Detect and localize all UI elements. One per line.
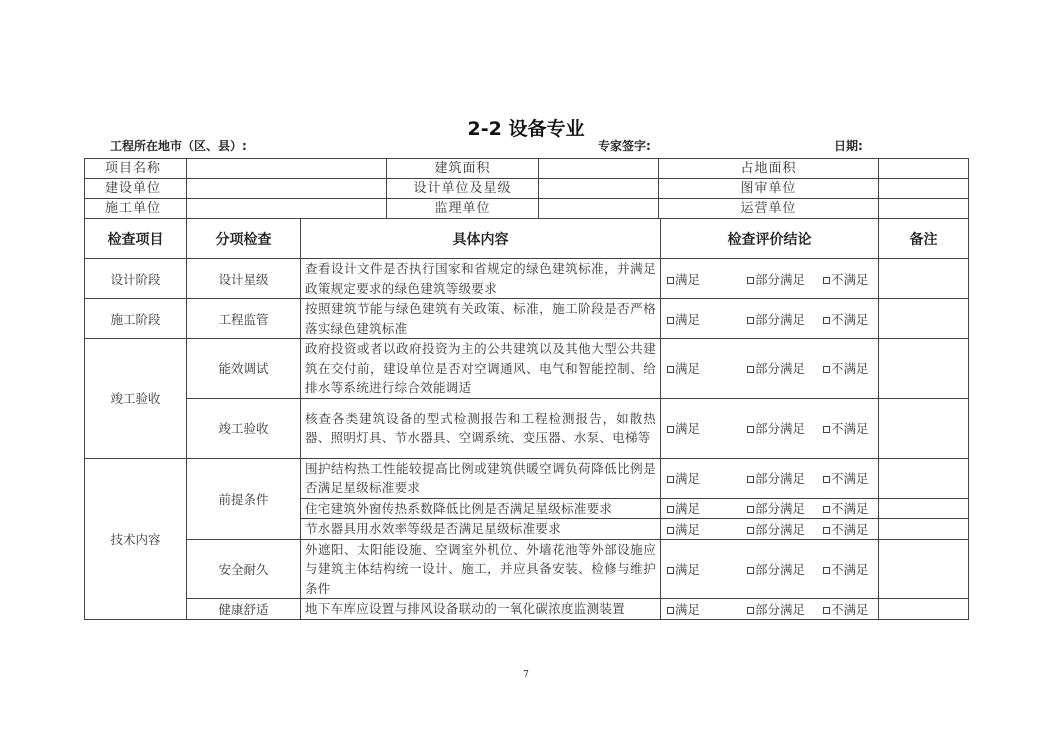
info-label: 建设单位 (85, 179, 187, 199)
checkbox-icon (747, 506, 754, 513)
operation-unit-field[interactable] (879, 199, 969, 219)
subitem-cell: 能效调试 (187, 339, 301, 399)
option-label: 满足 (675, 421, 701, 436)
unsatisfied-checkbox[interactable] (823, 520, 883, 538)
option-label: 部分满足 (755, 311, 806, 327)
satisfied-checkbox[interactable] (667, 419, 747, 437)
table-row (85, 458, 969, 498)
checkbox-icon (667, 277, 674, 284)
satisfied-checkbox[interactable] (667, 270, 747, 288)
location-label: 工程所在地市（区、县）: (110, 139, 247, 153)
checkbox-icon (747, 277, 754, 284)
option-label: 不满足 (831, 561, 869, 577)
remarks-cell[interactable] (879, 458, 969, 498)
remarks-cell[interactable] (879, 599, 969, 620)
option-label: 部分满足 (755, 561, 806, 577)
checkbox-icon (667, 527, 674, 534)
column-header: 检查项目 (85, 219, 187, 259)
table-row (85, 539, 969, 599)
content-cell: 地下车库应设置与排风设备联动的一氧化碳浓度监测装置 (301, 599, 661, 620)
checkbox-icon (667, 426, 674, 433)
info-label: 运营单位 (659, 199, 879, 219)
partial-checkbox[interactable] (747, 419, 823, 437)
subitem-cell: 工程监管 (187, 299, 301, 339)
option-label: 不满足 (831, 601, 869, 617)
construction-unit-field[interactable] (187, 179, 387, 199)
table-row (85, 299, 969, 339)
evaluation-cell (661, 458, 879, 498)
info-label: 监理单位 (387, 199, 539, 219)
info-label: 占地面积 (659, 159, 879, 179)
checkbox-icon (823, 567, 830, 574)
design-unit-field[interactable] (539, 179, 659, 199)
table-row (85, 398, 969, 458)
subitem-cell: 设计星级 (187, 259, 301, 299)
category-cell: 施工阶段 (85, 299, 187, 339)
evaluation-cell (661, 599, 879, 620)
option-label: 部分满足 (755, 501, 806, 517)
supervision-unit-field[interactable] (539, 199, 659, 219)
option-label: 部分满足 (755, 471, 806, 486)
content-cell: 政府投资或者以政府投资为主的公共建筑以及其他大型公共建筑在交付前，建设单位是否对空调通风、电气和智能控制、给排水等系统进行综合效能调适 (301, 339, 661, 399)
table-row (85, 259, 969, 299)
content-cell: 围护结构热工性能较提高比例或建筑供暖空调负荷降低比例是否满足星级标准要求 (301, 458, 661, 498)
checklist-table (84, 218, 969, 620)
checkbox-icon (667, 567, 674, 574)
content-cell: 住宅建筑外窗传热系数降低比例是否满足星级标准要求 (301, 498, 661, 519)
project-info-table (84, 158, 969, 219)
info-label: 施工单位 (85, 199, 187, 219)
unsatisfied-checkbox[interactable] (823, 469, 883, 487)
checkbox-icon (823, 426, 830, 433)
checkbox-icon (747, 476, 754, 483)
option-label: 满足 (675, 271, 701, 287)
option-label: 部分满足 (755, 421, 806, 436)
header-row (85, 219, 969, 259)
review-unit-field[interactable] (879, 179, 969, 199)
partial-checkbox[interactable] (747, 469, 823, 487)
checkbox-icon (667, 317, 674, 324)
option-label: 不满足 (831, 501, 869, 517)
remarks-cell[interactable] (879, 259, 969, 299)
partial-checkbox[interactable] (747, 310, 823, 328)
option-label: 部分满足 (755, 271, 806, 287)
unsatisfied-checkbox[interactable] (823, 359, 883, 377)
unsatisfied-checkbox[interactable] (823, 270, 883, 288)
option-label: 不满足 (831, 471, 869, 486)
remarks-cell[interactable] (879, 299, 969, 339)
subitem-cell: 竣工验收 (187, 398, 301, 458)
option-label: 满足 (675, 471, 701, 486)
checkbox-icon (667, 366, 674, 373)
partial-checkbox[interactable] (747, 359, 823, 377)
option-label: 部分满足 (755, 361, 806, 377)
partial-checkbox[interactable] (747, 270, 823, 288)
column-header: 检查评价结论 (661, 219, 879, 259)
checkbox-icon (667, 607, 674, 614)
partial-checkbox[interactable] (747, 600, 823, 618)
info-label: 建筑面积 (387, 159, 539, 179)
checkbox-icon (823, 506, 830, 513)
option-label: 不满足 (831, 421, 869, 436)
content-cell: 查看设计文件是否执行国家和省规定的绿色建筑标准，并满足政策规定要求的绿色建筑等级要求 (301, 259, 661, 299)
content-cell: 按照建筑节能与绿色建筑有关政策、标准，施工阶段是否严格落实绿色建筑标准 (301, 299, 661, 339)
checkbox-icon (747, 567, 754, 574)
evaluation-cell (661, 259, 879, 299)
remarks-cell[interactable] (879, 498, 969, 519)
evaluation-cell (661, 498, 879, 519)
info-label: 项目名称 (85, 159, 187, 179)
unsatisfied-checkbox[interactable] (823, 499, 883, 517)
evaluation-cell (661, 339, 879, 399)
checkbox-icon (747, 527, 754, 534)
satisfied-checkbox[interactable] (667, 520, 747, 538)
satisfied-checkbox[interactable] (667, 359, 747, 377)
remarks-cell[interactable] (879, 539, 969, 599)
option-label: 满足 (675, 601, 701, 617)
page-title: 2-2 设备专业 (467, 118, 585, 140)
option-label: 满足 (675, 521, 701, 537)
satisfied-checkbox[interactable] (667, 469, 747, 487)
partial-checkbox[interactable] (747, 520, 823, 538)
checkbox-icon (667, 506, 674, 513)
option-label: 满足 (675, 311, 701, 327)
unsatisfied-checkbox[interactable] (823, 310, 883, 328)
subitem-cell: 安全耐久 (187, 539, 301, 599)
info-row (85, 179, 969, 199)
checkbox-icon (823, 317, 830, 324)
evaluation-cell (661, 519, 879, 540)
category-cell: 技术内容 (85, 458, 187, 619)
info-row (85, 159, 969, 179)
unsatisfied-checkbox[interactable] (823, 600, 883, 618)
page-number: 7 (523, 670, 529, 680)
option-label: 满足 (675, 501, 701, 517)
table-row (85, 339, 969, 399)
checkbox-icon (823, 607, 830, 614)
content-cell: 外遮阳、太阳能设施、空调室外机位、外墙花池等外部设施应与建筑主体结构统一设计、施工，并应具备安装、检修与维护条件 (301, 539, 661, 599)
column-header: 分项检查 (187, 219, 301, 259)
column-header: 具体内容 (301, 219, 661, 259)
expert-signature-label: 专家签字: (598, 139, 651, 153)
info-label: 设计单位及星级 (387, 179, 539, 199)
unsatisfied-checkbox[interactable] (823, 419, 883, 437)
satisfied-checkbox[interactable] (667, 600, 747, 618)
satisfied-checkbox[interactable] (667, 310, 747, 328)
evaluation-cell (661, 398, 879, 458)
content-cell: 节水器具用水效率等级是否满足星级标准要求 (301, 519, 661, 540)
table-row (85, 599, 969, 620)
checkbox-icon (823, 476, 830, 483)
building-area-field[interactable] (539, 159, 659, 179)
option-label: 不满足 (831, 521, 869, 537)
builder-unit-field[interactable] (187, 199, 387, 219)
option-label: 不满足 (831, 361, 869, 377)
subitem-cell: 前提条件 (187, 458, 301, 539)
option-label: 不满足 (831, 311, 869, 327)
checkbox-icon (823, 277, 830, 284)
project-name-field[interactable] (187, 159, 387, 179)
category-cell: 设计阶段 (85, 259, 187, 299)
partial-checkbox[interactable] (747, 499, 823, 517)
checkbox-icon (823, 366, 830, 373)
option-label: 不满足 (831, 271, 869, 287)
option-label: 部分满足 (755, 601, 806, 617)
land-area-field[interactable] (879, 159, 969, 179)
date-label: 日期: (834, 139, 863, 153)
satisfied-checkbox[interactable] (667, 560, 747, 578)
remarks-cell[interactable] (879, 339, 969, 399)
content-cell: 核查各类建筑设备的型式检测报告和工程检测报告，如散热器、照明灯具、节水器具、空调系统、变压器、水泵、电梯等 (301, 398, 661, 458)
remarks-cell[interactable] (879, 398, 969, 458)
remarks-cell[interactable] (879, 519, 969, 540)
checkbox-icon (823, 527, 830, 534)
option-label: 满足 (675, 361, 701, 377)
partial-checkbox[interactable] (747, 560, 823, 578)
evaluation-cell (661, 539, 879, 599)
info-label: 图审单位 (659, 179, 879, 199)
checkbox-icon (747, 607, 754, 614)
option-label: 部分满足 (755, 521, 806, 537)
evaluation-cell (661, 299, 879, 339)
category-cell: 竣工验收 (85, 339, 187, 459)
unsatisfied-checkbox[interactable] (823, 560, 883, 578)
column-header: 备注 (879, 219, 969, 259)
satisfied-checkbox[interactable] (667, 499, 747, 517)
checkbox-icon (747, 317, 754, 324)
checkbox-icon (747, 366, 754, 373)
option-label: 满足 (675, 561, 701, 577)
checkbox-icon (747, 426, 754, 433)
checkbox-icon (667, 476, 674, 483)
info-row (85, 199, 969, 219)
subitem-cell: 健康舒适 (187, 599, 301, 620)
